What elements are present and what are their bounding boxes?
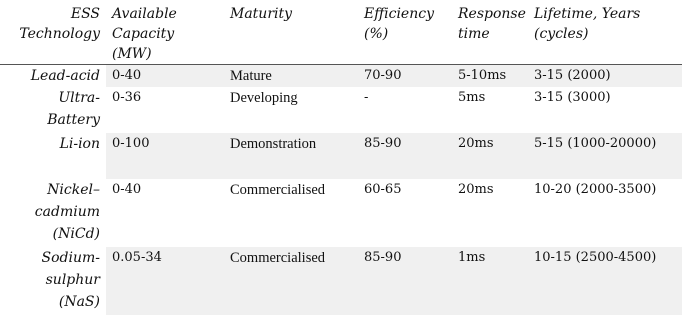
cell-maturity: Developing [230, 90, 298, 106]
cell-technology: Nickel–cadmium (NiCd) [34, 182, 100, 242]
cell-capacity: 0.05-34 [106, 247, 224, 315]
header-lifetime: Lifetime, Years (cycles) [534, 6, 641, 42]
header-technology: ESS Technology [19, 6, 100, 42]
cell-capacity: 0-36 [112, 90, 142, 105]
cell-technology: Sodium-sulphur (NaS) [41, 250, 100, 310]
table-header [0, 0, 682, 65]
cell-maturity: Commercialised [230, 182, 326, 198]
cell-lifetime: 3-15 (3000) [534, 90, 611, 105]
cell-lifetime: 5-15 (1000-20000) [528, 133, 682, 179]
cell-lifetime: 10-15 (2500-4500) [528, 247, 682, 315]
table-body [0, 65, 682, 316]
cell-capacity: 0-100 [106, 133, 224, 179]
header-efficiency: Efficiency (%) [364, 6, 434, 42]
cell-efficiency: 60-65 [364, 182, 402, 197]
header-maturity: Maturity [230, 6, 293, 22]
cell-maturity: Demonstration [224, 133, 358, 179]
header-capacity: Available Capacity (MW) [112, 6, 177, 62]
cell-response-time: 5-10ms [452, 65, 528, 88]
cell-lifetime: 10-20 (2000-3500) [534, 182, 657, 197]
cell-efficiency: - [364, 90, 369, 105]
table-row [0, 247, 682, 315]
cell-capacity: 0-40 [112, 182, 142, 197]
cell-technology: Lead-acid [30, 68, 100, 84]
cell-technology: Ultra-Battery [47, 90, 100, 128]
cell-response-time: 5ms [458, 90, 486, 105]
cell-maturity: Mature [224, 65, 358, 88]
table-row [0, 179, 682, 247]
cell-efficiency: 85-90 [358, 247, 452, 315]
cell-efficiency: 85-90 [358, 133, 452, 179]
cell-technology: Li-ion [59, 136, 100, 152]
header-response-time: Response time [458, 6, 526, 42]
table-row [0, 87, 682, 133]
header-row [0, 0, 682, 65]
table-row [0, 133, 682, 179]
cell-capacity: 0-40 [106, 65, 224, 88]
cell-response-time: 1ms [452, 247, 528, 315]
cell-response-time: 20ms [458, 182, 494, 197]
cell-lifetime: 3-15 (2000) [528, 65, 682, 88]
cell-efficiency: 70-90 [358, 65, 452, 88]
cell-response-time: 20ms [452, 133, 528, 179]
cell-maturity: Commercialised [224, 247, 358, 315]
table-row [0, 65, 682, 88]
